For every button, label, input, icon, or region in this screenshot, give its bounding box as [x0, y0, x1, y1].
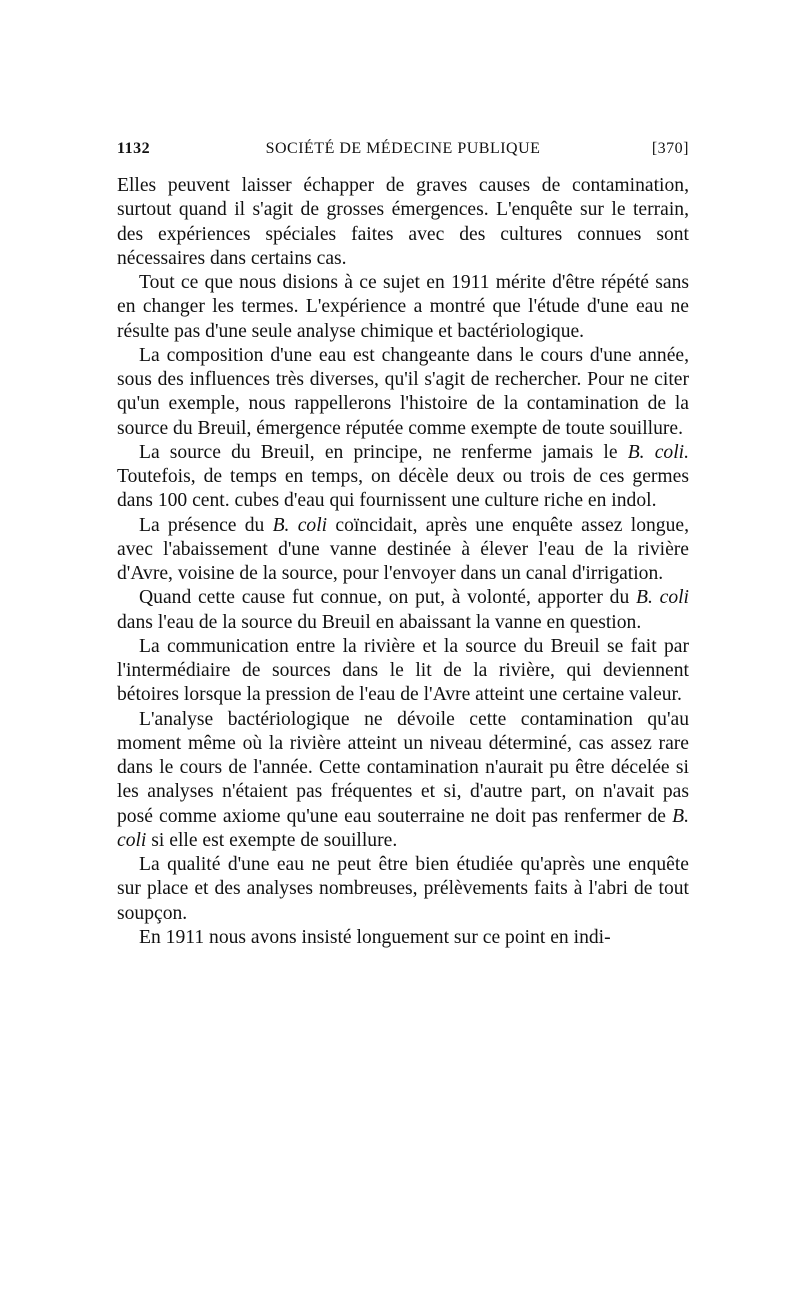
- paragraph-2: Tout ce que nous disions à ce sujet en 1911 mérite d'être répété sans en changer les termes. L'expérience a montré que l'étude d'une eau ne résulte pas d'une seule analyse chimique et bactériologique.: [117, 272, 689, 342]
- paragraph-5: [117, 514, 689, 587]
- running-header: [117, 136, 689, 166]
- page-reference: [370]: [651, 140, 689, 157]
- paragraph-8-species: B. coli: [117, 805, 689, 851]
- running-title: SOCIÉTÉ DE MÉDECINE PUBLIQUE: [265, 140, 541, 157]
- paragraph-4: [117, 441, 689, 514]
- paragraph-8-text-a: L'analyse bactériologique ne dévoile cette contamination qu'au moment même où la rivière atteint un niveau déterminé, cas assez rare dans le cours de l'année. Cette contamination n'aurait pu être décelée si les analyses n'étaient pas fréquentes et si, d'autre part, on n'avait pas posé comme axiome qu'une eau souterraine ne doit pas renfermer de: [117, 708, 689, 827]
- paragraph-4-text-a: La source du Breuil, en principe, ne renferme jamais le: [139, 441, 628, 463]
- paragraph-5-text-a: La présence du: [139, 514, 273, 536]
- paragraph-6: [117, 586, 689, 635]
- page-number: 1132: [117, 140, 151, 157]
- paragraph-1: Elles peuvent laisser échapper de graves causes de contamination, surtout quand il s'agit de grosses émergences. L'enquête sur le terrain, des expériences spéciales faites avec des cultures connues sont nécessaires dans certains cas.: [117, 175, 689, 269]
- paragraph-8: [117, 708, 689, 854]
- paragraph-3: La composition d'une eau est changeante dans le cours d'une année, sous des influences très diverses, qu'il s'agit de rechercher. Pour ne citer qu'un exemple, nous rappellerons l'histoire de la contamination de la source du Breuil, émergence réputée comme exempte de toute souillure.: [117, 344, 689, 439]
- paragraph-10: En 1911 nous avons insisté longuement sur ce point en indi-: [139, 926, 611, 948]
- paragraph-6-text-b: dans l'eau de la source du Breuil en abaissant la vanne en question.: [117, 611, 642, 633]
- paragraph-6-text-a: Quand cette cause fut connue, on put, à volonté, apporter du: [139, 587, 636, 609]
- paragraph-9: La qualité d'une eau ne peut être bien étudiée qu'après une enquête sur place et des analyses nombreuses, prélèvements faits à l'abri de tout soupçon.: [117, 854, 689, 924]
- body-text: [117, 174, 689, 950]
- paragraph-4-species: B. coli.: [627, 441, 690, 463]
- paragraph-6-species: B. coli: [636, 587, 689, 609]
- paragraph-4-text-b: Toutefois, de temps en temps, on décèle deux ou trois de ces germes dans 100 cent. cubes d'eau qui fournissent une culture riche en indol.: [117, 466, 689, 512]
- paragraph-5-species: B. coli: [272, 514, 328, 536]
- paragraph-8-text-b: si elle est exempte de souillure.: [146, 829, 398, 851]
- page: [117, 136, 689, 950]
- paragraph-5-text-b: coïncidait, après une enquête assez longue, avec l'abaissement d'une vanne destinée à élever l'eau de la rivière d'Avre, voisine de la source, pour l'envoyer dans un canal d'irrigation.: [117, 514, 689, 584]
- paragraph-7: La communication entre la rivière et la source du Breuil se fait par l'intermédiaire de sources dans le lit de la rivière, qui deviennent bétoires lorsque la pression de l'eau de l'Avre atteint une certaine valeur.: [117, 635, 689, 706]
